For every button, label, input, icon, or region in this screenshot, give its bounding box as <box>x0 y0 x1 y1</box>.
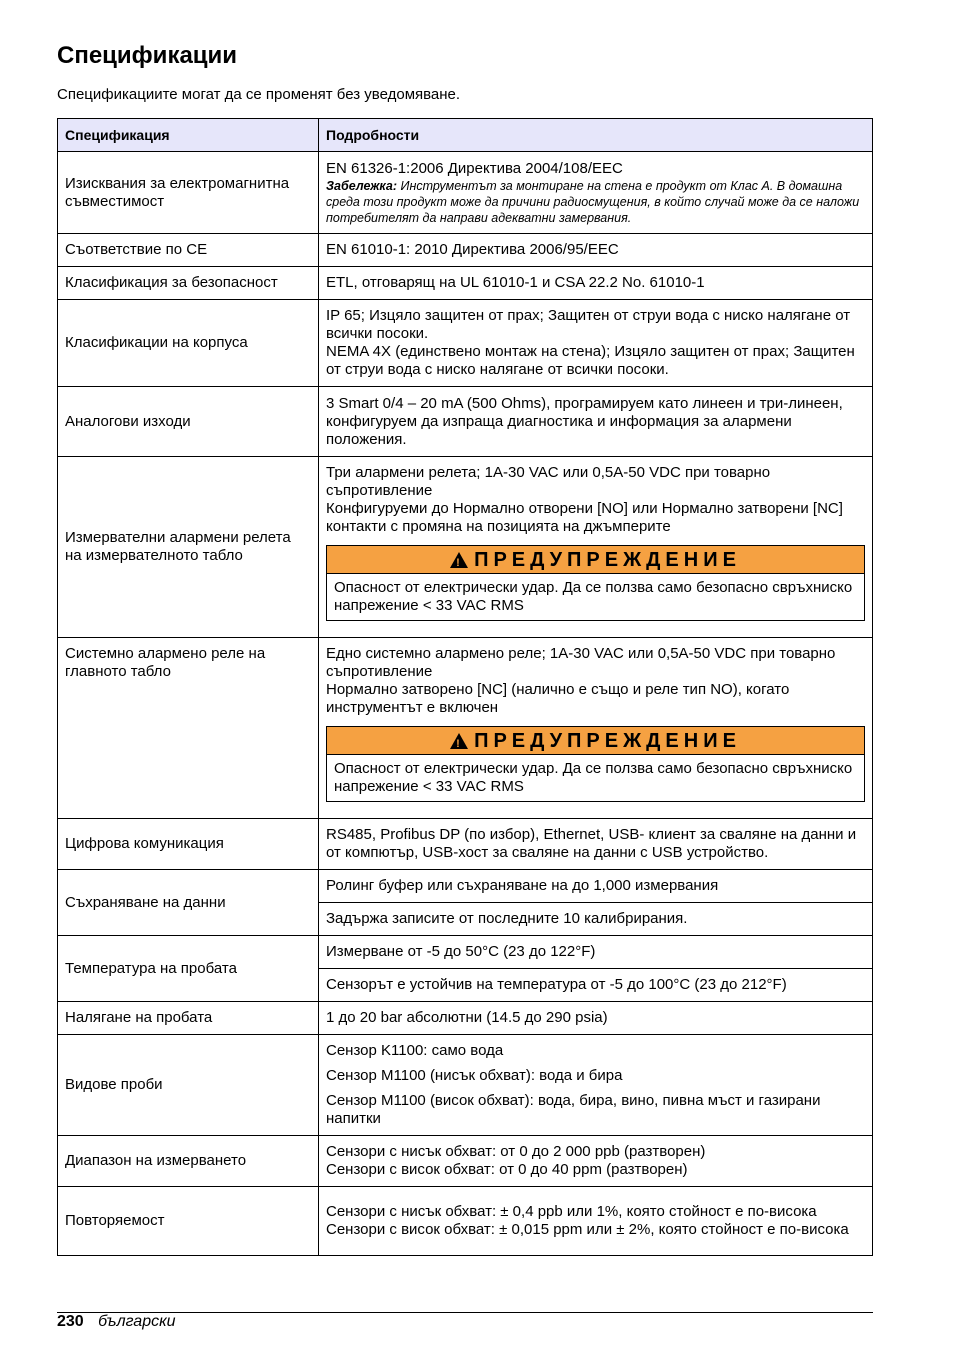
warning-title: ПРЕДУПРЕЖДЕНИЕ <box>474 729 741 752</box>
detail-cell: Сензорът е устойчив на температура от -5 до 100°C (23 до 212°F) <box>319 969 873 1002</box>
detail-cell: 3 Smart 0/4 – 20 mA (500 Ohms), програмируем като линеен и три-линеен, конфигуруем да изпраща диагностика и информация за алармени положения. <box>319 387 873 457</box>
detail-cell: Измерване от -5 до 50°C (23 до 122°F) <box>319 936 873 969</box>
spec-cell: Измервателни алармени релета на измервателното табло <box>58 457 319 638</box>
detail-text: Сензори с нисък обхват: ± 0,4 ppb или 1%, която стойност е по-висока <box>326 1203 817 1220</box>
spec-cell: Класификация за безопасност <box>58 267 319 300</box>
spec-cell: Класификации на корпуса <box>58 300 319 387</box>
detail-text: Конфигуруеми до Нормално отворени [NO] или Нормално затворени [NC] контакти с промяна на позицията на джъмперите <box>326 500 843 535</box>
spec-cell: Видове проби <box>58 1035 319 1136</box>
warning-box <box>326 545 865 621</box>
table-row <box>58 267 873 300</box>
table-row <box>58 300 873 387</box>
spec-cell: Системно алармено реле на главното табло <box>58 638 319 819</box>
spec-cell: Изисквания за електромагнитна съвместимост <box>58 152 319 234</box>
table-header-row <box>58 119 873 152</box>
detail-text: Сензор M1100 (висок обхват): вода, бира, вино, пивна мъст и газирани напитки <box>326 1092 821 1127</box>
table-row <box>58 152 873 234</box>
detail-cell: RS485, Profibus DP (по избор), Ethernet, USB- клиент за сваляне на данни и от компютър, USB-хост за сваляне на данни с USB устройство. <box>319 819 873 870</box>
note-body: Инструментът за монтиране на стена е продукт от Клас А. В домашна среда този продукт може да причини радиосмущения, в който случай може да се наложи потребителят да направи адекватни замервания. <box>326 178 860 225</box>
detail-cell <box>319 1136 873 1187</box>
page-footer <box>57 1313 176 1331</box>
detail-text: Едно системно алармено реле; 1A-30 VAC или 0,5A-50 VDC при товарно съпротивление <box>326 645 836 680</box>
table-row <box>58 457 873 638</box>
spec-cell: Аналогови изходи <box>58 387 319 457</box>
detail-cell <box>319 638 873 819</box>
detail-cell <box>319 457 873 638</box>
header-specification: Спецификация <box>58 119 319 152</box>
spec-cell: Налягане на пробата <box>58 1002 319 1035</box>
spec-cell: Цифрова комуникация <box>58 819 319 870</box>
detail-cell: 1 до 20 bar абсолютни (14.5 до 290 psia) <box>319 1002 873 1035</box>
table-row <box>58 819 873 870</box>
page-title: Спецификации <box>57 42 238 69</box>
detail-cell <box>319 152 873 234</box>
table-row <box>58 234 873 267</box>
detail-cell <box>319 1035 873 1136</box>
intro-text: Спецификациите могат да се променят без уведомяване. <box>57 86 461 103</box>
note-text <box>326 178 865 226</box>
detail-text: Сензори с висок обхват: ± 0,015 ppm или ± 2%, която стойност е по-висока <box>326 1221 849 1238</box>
detail-text: Сензори с нисък обхват: от 0 до 2 000 ppb (разтворен) <box>326 1143 706 1160</box>
warning-box <box>326 726 865 802</box>
warning-icon <box>450 552 468 568</box>
spec-cell: Диапазон на измерването <box>58 1136 319 1187</box>
specifications-table <box>57 118 873 1256</box>
warning-title: ПРЕДУПРЕЖДЕНИЕ <box>474 548 741 571</box>
spec-cell: Температура на пробата <box>58 936 319 1002</box>
detail-text: Сензори с висок обхват: от 0 до 40 ppm (разтворен) <box>326 1161 688 1178</box>
warning-text: Опасност от електрически удар. Да се ползва само безопасно свръхниско напрежение < 33 VAC RMS <box>334 579 853 614</box>
warning-header <box>327 546 864 574</box>
table-row <box>58 1187 873 1256</box>
detail-cell: Ролинг буфер или съхраняване на до 1,000 измервания <box>319 870 873 903</box>
detail-cell: Задържа записите от последните 10 калибрирания. <box>319 903 873 936</box>
detail-text: Нормално затворено [NC] (налично е също и реле тип NO), когато инструментът е включен <box>326 681 790 716</box>
header-details: Подробности <box>319 119 873 152</box>
table-row <box>58 936 873 969</box>
detail-text: Сензор M1100 (нисък обхват): вода и бира <box>326 1067 623 1084</box>
detail-cell: ETL, отговарящ на UL 61010-1 и CSA 22.2 No. 61010-1 <box>319 267 873 300</box>
detail-text: NEMA 4X (единствено монтаж на стена); Изцяло защитен от прах; Защитен от струи вода с ниско налягане от всички посоки. <box>326 343 855 378</box>
note-label: Забележка: <box>326 178 398 193</box>
detail-cell: EN 61010-1: 2010 Директива 2006/95/EEC <box>319 234 873 267</box>
page-number: 230 <box>57 1313 84 1330</box>
table-row <box>58 1002 873 1035</box>
table-row <box>58 1136 873 1187</box>
detail-text: IP 65; Изцяло защитен от прах; Защитен от струи вода с ниско налягане от всички посоки. <box>326 307 851 342</box>
footer-language: български <box>98 1313 176 1330</box>
table-row <box>58 870 873 903</box>
table-row <box>58 638 873 819</box>
table-row <box>58 387 873 457</box>
warning-header <box>327 727 864 755</box>
spec-cell: Съответствие по CE <box>58 234 319 267</box>
warning-text: Опасност от електрически удар. Да се ползва само безопасно свръхниско напрежение < 33 VAC RMS <box>334 760 853 795</box>
detail-text: Сензор K1100: само вода <box>326 1042 504 1059</box>
detail-text: Три алармени релета; 1A-30 VAC или 0,5A-50 VDC при товарно съпротивление <box>326 464 771 499</box>
spec-cell: Съхраняване на данни <box>58 870 319 936</box>
warning-icon <box>450 733 468 749</box>
detail-cell <box>319 1187 873 1256</box>
spec-cell: Повторяемост <box>58 1187 319 1256</box>
table-row <box>58 1035 873 1136</box>
footer-divider <box>57 1312 873 1313</box>
detail-text: EN 61326-1:2006 Директива 2004/108/EEC <box>326 159 623 177</box>
detail-cell <box>319 300 873 387</box>
